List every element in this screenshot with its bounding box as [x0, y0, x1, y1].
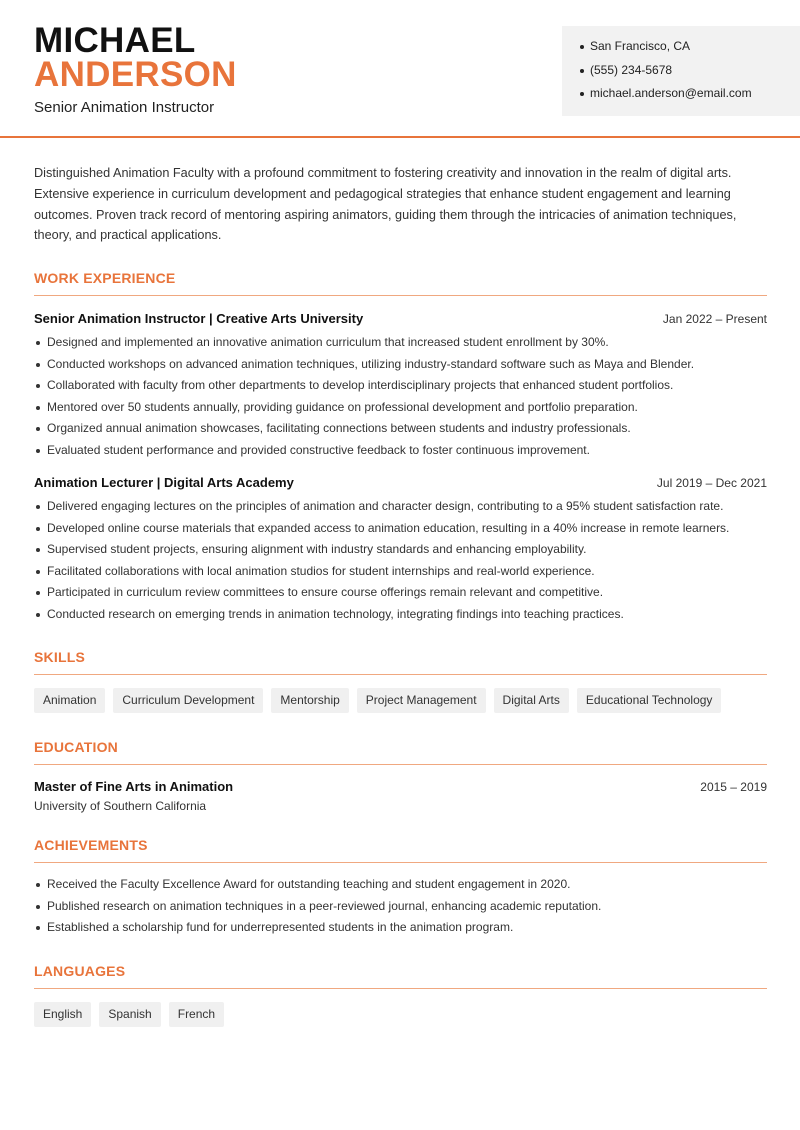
contact-email[interactable]: michael.anderson@email.com — [580, 85, 800, 109]
job-title: Senior Animation Instructor — [34, 99, 215, 116]
section-title-achievements: ACHIEVEMENTS — [34, 837, 767, 863]
resume-body — [34, 163, 767, 1027]
education-entry — [34, 779, 767, 813]
education-degree: Master of Fine Arts in Animation — [34, 779, 234, 795]
last-name: ANDERSON — [34, 55, 237, 94]
job-header — [34, 475, 767, 490]
skill-tag: Project Management — [357, 688, 486, 713]
job-header — [34, 311, 767, 326]
contact-phone[interactable]: (555) 234-5678 — [580, 62, 800, 86]
section-title-skills: SKILLS — [34, 649, 767, 675]
job-bullet: Developed online course materials that expanded access to animation education, resulting in a 40% increase in remote learners. — [34, 518, 767, 540]
summary-text: Distinguished Animation Faculty with a profound commitment to fostering creativity and innovation in the realm of digital arts. Extensive experience in curriculum development and pedagogical strategies that enhance student engagement and learning outcomes. Proven track record of mentoring aspiring animators, guiding them through the intricacies of animation techniques, theory, and practical applications. — [34, 166, 737, 243]
achievement-item: Published research on animation techniques in a peer-reviewed journal, enhancing academic reputation. — [34, 896, 767, 918]
job-bullet: Designed and implemented an innovative animation curriculum that increased student enrollment by 30%. — [34, 332, 767, 354]
job-dates: Jan 2022 – Present — [662, 312, 767, 327]
skill-tag: Curriculum Development — [113, 688, 263, 713]
contact-box — [562, 26, 800, 116]
job-bullet: Evaluated student performance and provided constructive feedback to foster continuous improvement. — [34, 440, 767, 462]
job-role: Animation Lecturer | Digital Arts Academy — [34, 475, 294, 491]
skill-tag: Educational Technology — [577, 688, 722, 713]
language-tag: English — [34, 1002, 91, 1027]
achievement-item: Established a scholarship fund for underrepresented students in the animation program. — [34, 917, 767, 939]
job-dates: Jul 2019 – Dec 2021 — [656, 476, 767, 491]
skills-list — [34, 688, 767, 713]
job-entry — [34, 311, 767, 461]
section-title-education: EDUCATION — [34, 739, 767, 765]
skill-tag: Mentorship — [271, 688, 348, 713]
job-bullet: Collaborated with faculty from other departments to develop interdisciplinary projects that enhanced student portfolios. — [34, 375, 767, 397]
job-entry — [34, 475, 767, 625]
language-tag: Spanish — [99, 1002, 160, 1027]
resume-header — [0, 0, 800, 138]
education-dates: 2015 – 2019 — [700, 780, 767, 795]
section-title-languages: LANGUAGES — [34, 963, 767, 989]
first-name: MICHAEL — [34, 21, 196, 60]
education-school: University of Southern California — [34, 799, 207, 814]
job-bullet: Supervised student projects, ensuring alignment with industry standards and enhancing employability. — [34, 539, 767, 561]
job-bullet: Conducted workshops on advanced animation techniques, utilizing industry-standard software such as Maya and Blender. — [34, 354, 767, 376]
skill-tag: Animation — [34, 688, 105, 713]
job-bullets — [34, 496, 767, 625]
skill-tag: Digital Arts — [494, 688, 569, 713]
achievement-item: Received the Faculty Excellence Award for outstanding teaching and student engagement in 2020. — [34, 874, 767, 896]
job-bullet: Mentored over 50 students annually, providing guidance on professional development and portfolio preparation. — [34, 397, 767, 419]
language-tag: French — [169, 1002, 224, 1027]
section-title-work: WORK EXPERIENCE — [34, 270, 767, 296]
languages-list — [34, 1002, 767, 1027]
job-bullet: Participated in curriculum review committees to ensure course offerings remain relevant and competitive. — [34, 582, 767, 604]
job-bullet: Facilitated collaborations with local animation studios for student internships and real-world experience. — [34, 561, 767, 583]
achievements-list — [34, 874, 767, 939]
job-bullet: Organized annual animation showcases, facilitating connections between students and industry professionals. — [34, 418, 767, 440]
job-bullet: Delivered engaging lectures on the principles of animation and character design, contributing to a 95% student satisfaction rate. — [34, 496, 767, 518]
contact-location: San Francisco, CA — [580, 38, 800, 62]
education-header — [34, 779, 767, 794]
job-bullets — [34, 332, 767, 461]
job-role: Senior Animation Instructor | Creative Arts University — [34, 311, 364, 327]
job-bullet: Conducted research on emerging trends in animation technology, integrating findings into teaching practices. — [34, 604, 767, 626]
